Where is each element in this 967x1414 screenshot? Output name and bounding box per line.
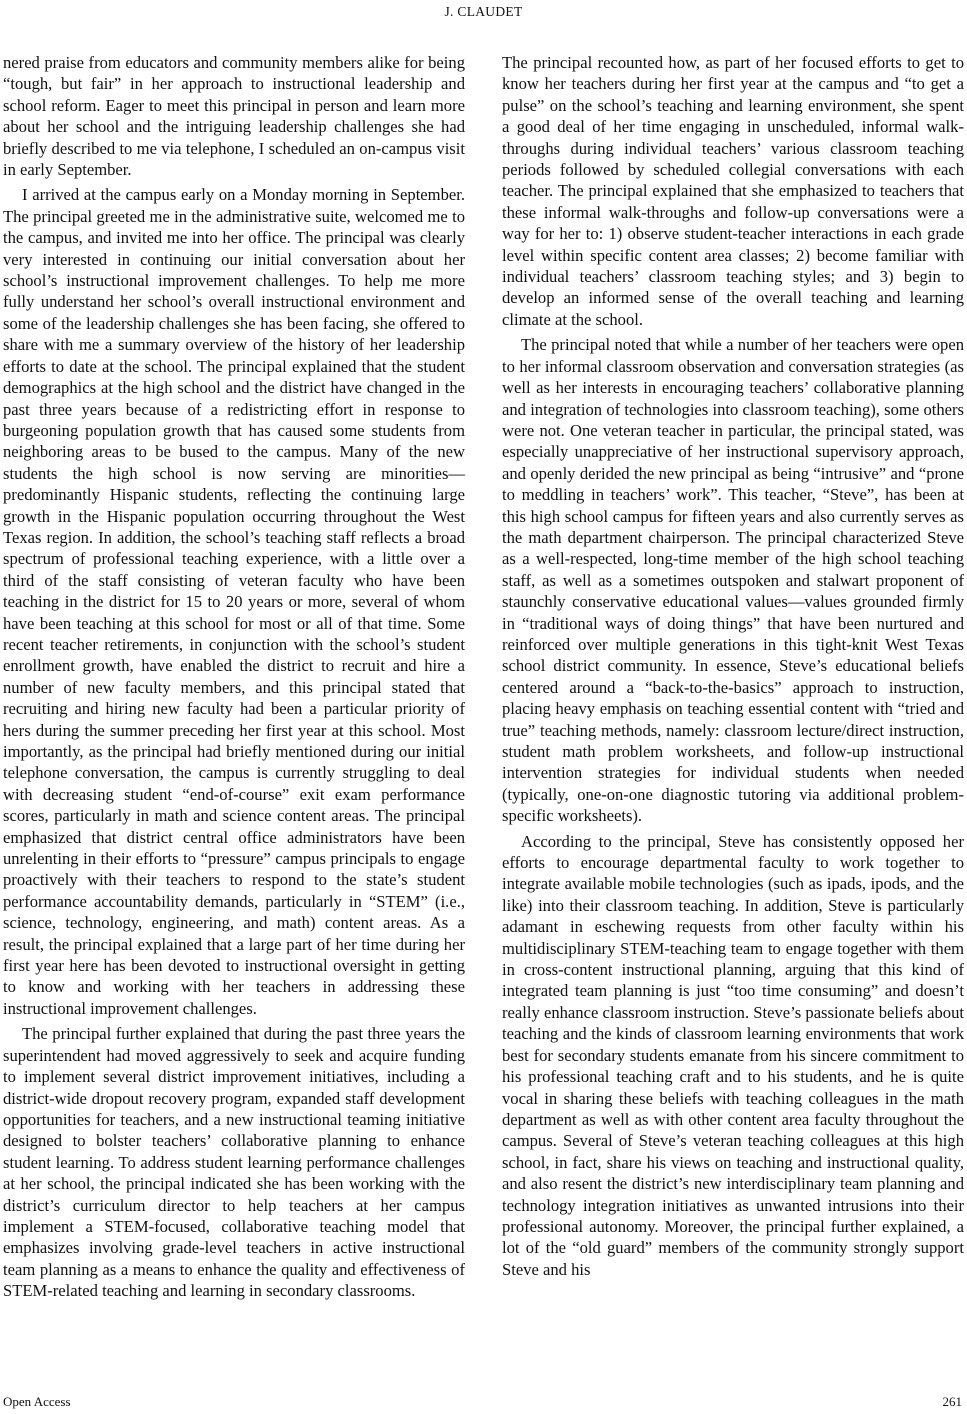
paragraph: According to the principal, Steve has consistently opposed her efforts to encourage departmental faculty to work together to integrate available mobile technologies (such as ipads, ipods, and the like) into their classroom teaching. In addition, Steve is particularly adamant in eschewing requests from other faculty within his multidisciplinary STEM-teaching team to engage together with them in cross-content instructional planning, arguing that this kind of integrated team planning is just “too time consuming” and doesn’t really enhance classroom instruction. Steve’s passionate beliefs about teaching and the kinds of classroom learning environments that work best for secondary students emanate from his sincere commitment to his professional teaching craft and to his students, and he is quite vocal in sharing these beliefs with teaching colleagues in the math department as well as with other content area faculty throughout the campus. Several of Steve’s veteran teaching colleagues at this high school, in fact, share his views on teaching and instructional quality, and also resent the district’s new interdisciplinary team planning and technology integration initiatives as unwanted intrusions into their professional autonomy. Moreover, the principal further explained, a lot of the “old guard” members of the community strongly support Steve and his xyxy=(502,831,964,1279)
paragraph: nered praise from educators and community members alike for being “tough, but fair” in her approach to instructional leadership and school reform. Eager to meet this principal in person and learn more about her school and the intriguing leadership challenges she had briefly described to me via telephone, I scheduled an on-campus visit in early September. xyxy=(3,53,465,180)
paragraph: The principal recounted how, as part of her focused efforts to get to know her teachers during her first year at the campus and “to get a pulse” on the school’s teaching and learning environment, she spent a good deal of her time engaging in unscheduled, informal walk-throughs during individual teachers’ various classroom teaching periods followed by scheduled collegial conversations with each teacher. The principal explained that she emphasized to teachers that these informal walk-throughs and follow-up conversations were a way for her to: 1) observe student-teacher interactions in each grade level within specific content area classes; 2) become familiar with individual teachers’ classroom teaching styles; and 3) begin to develop an informed sense of the overall teaching and learning climate at the school. xyxy=(502,53,964,329)
paragraph: The principal noted that while a number of her teachers were open to her informal classroom observation and conversation strategies (as well as her interests in encouraging teachers’ collaborative planning and integration of technologies into classroom teaching), some others were not. One veteran teacher in particular, the principal stated, was especially unappreciative of her instructional supervisory approach, and openly derided the new principal as being “intrusive” and “prone to meddling in teachers’ work”. This teacher, “Steve”, has been at this high school campus for fifteen years and also currently serves as the math department chairperson. The principal characterized Steve as a well-respected, long-time member of the high school teaching staff, as well as a sometimes outspoken and stalwart proponent of staunchly conservative educational values—values grounded firmly in “traditional ways of doing things” that have been nurtured and reinforced over multiple generations in this tight-knit West Texas school district community. In essence, Steve’s educational beliefs centered around a “back-to-the-basics” approach to instruction, placing heavy emphasis on teaching essential content with “tried and true” teaching methods, namely: classroom lecture/direct instruction, student math problem worksheets, and follow-up instructional intervention strategies for individual students when needed (typically, one-on-one diagnostic tutoring via additional problem-specific worksheets). xyxy=(502,335,964,826)
left-column xyxy=(3,52,465,1306)
footer-open-access: Open Access xyxy=(3,1394,71,1409)
right-column xyxy=(502,52,964,1284)
page-number: 261 xyxy=(942,1394,962,1409)
running-head: J. CLAUDET xyxy=(444,4,523,19)
paragraph: The principal further explained that during the past three years the superintendent had moved aggressively to seek and acquire funding to implement several district improvement initiatives, including a district-wide dropout recovery program, expanded staff development opportunities for teachers, and a new instructional teaming initiative designed to bolster teachers’ collaborative planning to enhance student learning. To address student learning performance challenges at her school, the principal indicated she has been working with the district’s curriculum director to help teachers at her campus implement a STEM-focused, collaborative teaching model that emphasizes involving grade-level teachers in active instructional team planning as a means to enhance the quality and effectiveness of STEM-related teaching and learning in secondary classrooms. xyxy=(3,1024,465,1301)
paragraph: I arrived at the campus early on a Monday morning in September. The principal greeted me in the administrative suite, welcomed me to the campus, and invited me into her office. The principal was clearly very interested in continuing our initial conversation about her school’s instructional improvement challenges. To help me more fully understand her school’s overall instructional environment and some of the leadership challenges she has been facing, she offered to share with me a summary overview of the history of her leadership efforts to date at the school. The principal explained that the student demographics at the high school and the district have changed in the past three years because of a redistricting effort in response to burgeoning population growth that has caused some students from neighboring areas to be bused to the campus. Many of the new students the high school is now serving are minorities—predominantly Hispanic students, reflecting the continuing large growth in the Hispanic population occurring throughout the West Texas region. In addition, the school’s teaching staff reflects a broad spectrum of professional teaching experience, with a little over a third of the staff consisting of veteran faculty who have been teaching in the district for 15 to 20 years or more, several of whom have been teaching at this school for most or all of that time. Some recent teacher retirements, in conjunction with the school’s student enrollment growth, have enabled the district to recruit and hire a number of new faculty members, and this principal stated that recruiting and hiring new faculty had been a particular priority of hers during the summer preceding her first year at this school. Most importantly, as the principal had briefly mentioned during our initial telephone conversation, the campus is currently struggling to deal with decreasing student “end-of-course” exit exam performance scores, particularly in math and science content areas. The principal emphasized that district central office administrators have been unrelenting in their efforts to “pressure” campus principals to engage proactively with their teachers to respond to the state’s student performance accountability demands, particularly in “STEM” (i.e., science, technology, engineering, and math) content areas. As a result, the principal explained that a large part of her time during her first year here has been devoted to instructional oversight in getting to know and working with her teachers in addressing these instructional improvement challenges. xyxy=(3,185,465,1018)
